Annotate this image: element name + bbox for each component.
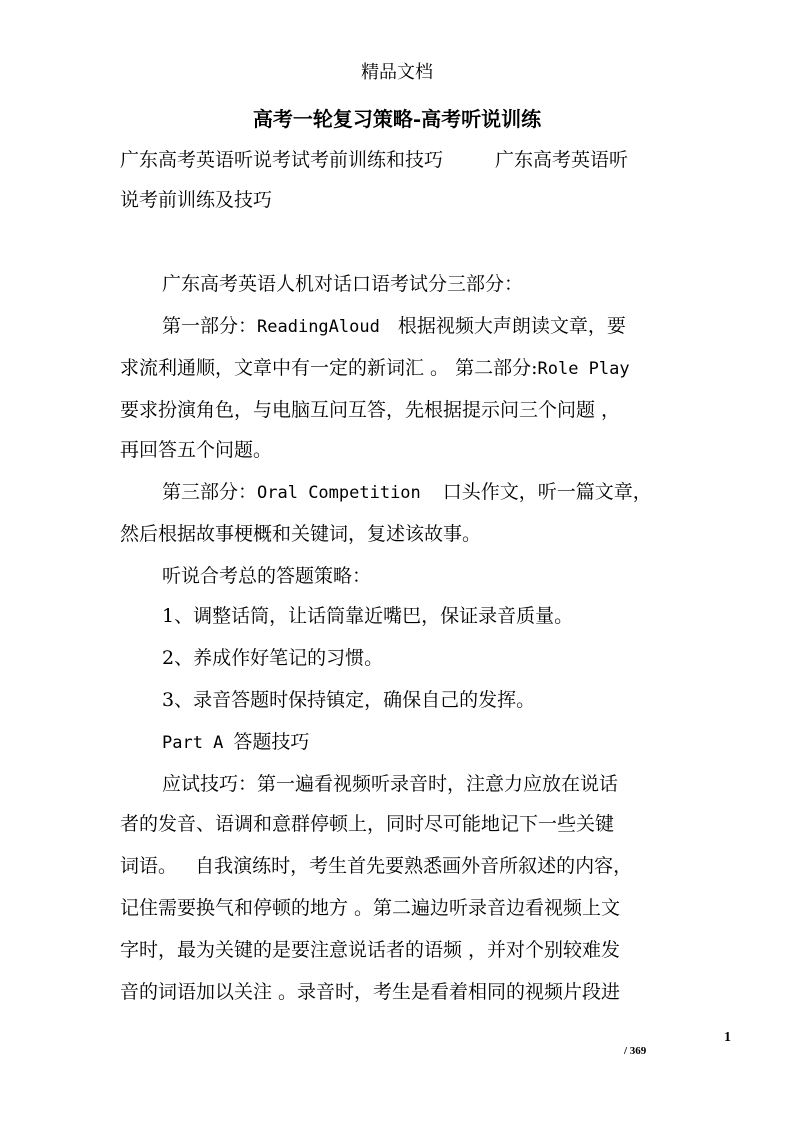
paragraph-line: [120, 146, 628, 174]
paragraph-line: 1、调整话筒，让话筒靠近嘴巴，保证录音质量。: [162, 605, 574, 627]
paragraph-line: 说考前训练及技巧: [120, 189, 273, 211]
page-number: 1: [724, 1030, 731, 1045]
line-text: 口头作文，听一篇文章，: [442, 481, 652, 503]
paragraph-line: 者的发音、语调和意群停顿上，同时尽可能地记下一些关键: [120, 813, 615, 835]
line-text-latin: ReadingAloud: [257, 317, 380, 337]
line-text: 求流利通顺，文章中有一定的新词汇 。 第二部分:: [120, 357, 538, 379]
paragraph-line: 字时，最为关键的是要注意说话者的语频 ，并对个别较难发: [120, 939, 621, 961]
page-total: / 369: [624, 1045, 647, 1057]
paragraph-line: 再回答五个问题。: [120, 439, 273, 461]
paragraph-line: 3、录音答题时保持镇定，确保自己的发挥。: [162, 689, 536, 711]
line-text-latin: Part A: [162, 733, 224, 753]
paragraph-line: [162, 312, 626, 341]
paragraph-line: 听说合考总的答题策略：: [162, 565, 372, 587]
line-text-latin: Oral Competition: [257, 483, 421, 503]
paragraph-line: 记住需要换气和停顿的地方 。第二遍边听录音边看视频上文: [120, 897, 621, 919]
paragraph-line: 然后根据故事梗概和关键词，复述该故事。: [120, 523, 482, 545]
paragraph-line: 2、养成作好笔记的习惯。: [162, 647, 384, 669]
line-text: 广东高考英语听说考试考前训练和技巧: [120, 149, 444, 171]
paragraph-line: 广东高考英语人机对话口语考试分三部分：: [162, 273, 524, 295]
line-text-latin: Role Play: [537, 359, 630, 379]
line-text: 第一部分：: [162, 315, 258, 337]
paragraph-line: [162, 478, 652, 507]
line-text: 第三部分：: [162, 481, 258, 503]
line-text: 广东高考英语听: [495, 149, 629, 171]
paragraph-line: 词语。 自我演练时，考生首先要熟悉画外音所叙述的内容，: [120, 855, 633, 877]
line-text: 根据视频大声朗读文章，要: [397, 315, 626, 337]
paragraph-line: [120, 354, 630, 383]
paragraph-line: 要求扮演角色，与电脑互问互答，先根据提示问三个问题 ，: [120, 399, 621, 421]
page-header: 精品文档: [361, 62, 433, 83]
paragraph-line: 应试技巧：第一遍看视频听录音时，注意力应放在说话: [162, 773, 619, 795]
document-title: 高考一轮复习策略-高考听说训练: [252, 107, 542, 131]
paragraph-line: [162, 728, 309, 757]
paragraph-line: 音的词语加以关注 。录音时，考生是看着相同的视频片段进: [120, 981, 621, 1003]
line-text: 答题技巧: [233, 731, 310, 753]
